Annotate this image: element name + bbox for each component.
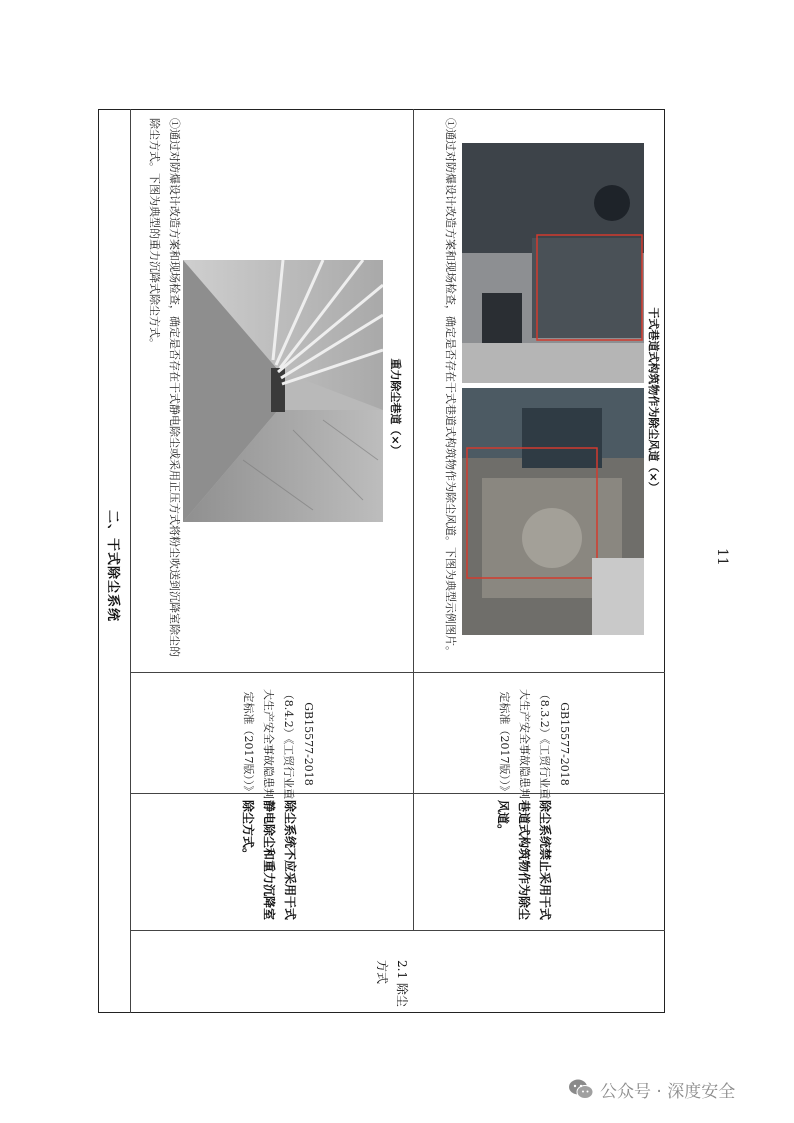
grid-line <box>130 793 665 794</box>
page-number: 11 <box>714 548 730 566</box>
requirement-text-1: 除尘系统不应采用干式静电除尘和重力沉降室除尘方式。 <box>241 800 297 921</box>
grid-line <box>130 109 131 1013</box>
grid-line <box>130 930 665 931</box>
grid-line <box>130 672 665 673</box>
watermark <box>568 1075 735 1103</box>
photo-caption-1: 重力除尘巷道（×） <box>389 358 402 456</box>
description-text-2: ①通过对防爆设计改造方案和现场检查，确定是否存在干式巷道式构筑物作为除尘风道。下图为典型示例图片。 <box>444 118 457 657</box>
reference-text-1: GB15577-2018 （8.4.2）《工贸行业重大生产安全事故隐患判定标准（2017版））》 <box>242 688 315 800</box>
requirement-text-2: 除尘系统禁止采用干式巷道式构筑物作为除尘风道。 <box>496 800 552 921</box>
wechat-icon <box>568 1078 594 1100</box>
reference-text-2: GB15577-2018 （8.3.2）《工贸行业重大生产安全事故隐患判定标准（2017版））》 <box>498 688 571 800</box>
watermark-text: 公众号 · 深度安全 <box>600 1081 736 1102</box>
photo-caption-2: 干式巷道式构筑物作为除尘风道（×） <box>647 307 660 493</box>
section-title: 二、干式除尘系统 <box>105 510 120 623</box>
description-text-1: ①通过对防爆设计改造方案和现场检查，确定是否存在干式静电除尘或采用正压方式将粉尘吹送到沉降室除尘的除尘方式。下图为典型的重力沉降式除尘方式。 <box>148 118 181 657</box>
row-label: 2.1 除尘方式 <box>375 960 409 1007</box>
grid-line <box>413 109 414 930</box>
gravity-dust-tunnel-photo <box>183 260 383 522</box>
dust-duct-photo-2 <box>462 143 644 383</box>
dust-duct-photo-1 <box>462 388 644 635</box>
